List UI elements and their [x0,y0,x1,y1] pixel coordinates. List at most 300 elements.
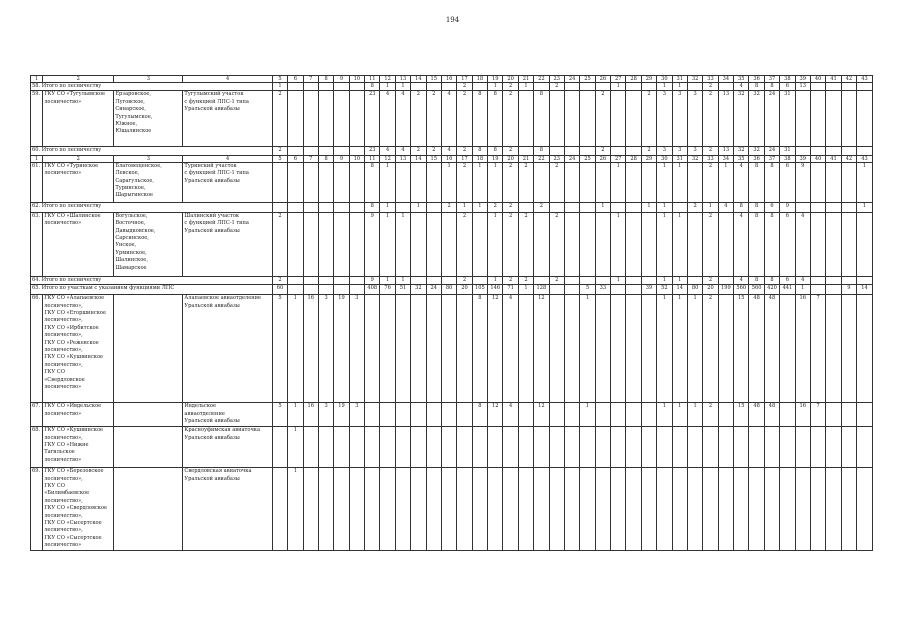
table-cell [272,202,287,212]
table-cell: 7 [810,403,825,427]
table-cell: 32 [749,91,764,147]
table-cell [349,468,364,550]
table-cell [841,202,856,212]
column-header: 33 [703,155,718,162]
table-cell [595,162,610,202]
table-cell [795,147,810,155]
table-cell: 2 [518,212,533,276]
column-header: 13 [395,155,410,162]
table-cell [318,285,333,295]
table-cell [534,427,549,468]
table-cell: 1 [380,162,395,202]
table-cell [826,91,841,147]
table-cell [657,468,672,550]
table-cell: 1 [672,83,687,91]
table-cell [318,212,333,276]
table-cell [826,276,841,284]
table-cell [365,295,380,403]
table-cell [641,276,656,284]
table-cell: 1 [288,468,303,550]
table-cell: 6 [764,202,779,212]
table-cell: 441 [780,285,795,295]
table-cell [657,427,672,468]
column-header: 30 [657,76,672,83]
table-cell: 1 [580,295,595,403]
table-row [31,403,873,427]
table-cell: 1 [611,162,626,202]
table-cell [841,147,856,155]
table-cell: 1 [380,202,395,212]
table-row [31,276,873,284]
table-cell: 1 [288,403,303,427]
table-cell [718,276,733,284]
table-cell: 48 [764,403,779,427]
table-cell [611,403,626,427]
table-cell: 48 [749,295,764,403]
table-cell [718,212,733,276]
column-header: 19 [488,155,503,162]
table-cell: 1 [488,212,503,276]
table-cell [318,468,333,550]
row-number: 69. [31,468,43,550]
table-cell: 13 [795,83,810,91]
table-cell [395,295,410,403]
table-cell: 4 [795,212,810,276]
table-cell: 1 [611,83,626,91]
column-header: 32 [687,76,702,83]
column-header: 5 [272,76,287,83]
table-cell [687,162,702,202]
table-cell: 2 [411,91,426,147]
table-cell: 3 [349,295,364,403]
table-cell: 6 [780,162,795,202]
table-cell: 1 [395,276,410,284]
table-cell [365,427,380,468]
column-header: 13 [395,76,410,83]
table-row [31,76,873,83]
table-cell: 1 [857,162,873,202]
table-cell: 5 [272,403,287,427]
table-row [31,285,873,295]
table-cell [549,91,564,147]
table-cell [672,468,687,550]
forestry-name: ГКУ СО «Березовское лесничество», ГКУ СО «Билимбаевское лесничество», ГКУ СО «Свердловское лесничество», ГКУ СО «Сысертское лесничество», ГКУ СО «Сысертское лесничество» [43,468,114,550]
table-cell [349,276,364,284]
table-cell [334,285,349,295]
page-number: 194 [445,16,460,24]
table-cell [365,403,380,427]
table-cell [426,468,441,550]
table-cell [826,295,841,403]
table-cell: 1 [472,162,487,202]
table-cell [272,427,287,468]
table-cell: 2 [457,162,472,202]
column-header: 12 [380,155,395,162]
table-cell: 4 [441,91,456,147]
table-cell: 1 [380,83,395,91]
column-header: 35 [734,155,749,162]
row-label: 62. Итого по лесничеству [31,202,273,212]
table-cell [841,91,856,147]
column-header: 24 [564,155,579,162]
column-header: 14 [411,76,426,83]
table-cell: 105 [472,285,487,295]
column-header: 15 [426,155,441,162]
table-cell [595,212,610,276]
table-cell: 2 [503,83,518,91]
table-cell [503,427,518,468]
district-list [114,295,183,403]
table-cell [580,202,595,212]
table-cell: 2 [549,162,564,202]
row-number: 61. [31,162,43,202]
table-cell: 2 [549,212,564,276]
table-cell: 51 [395,285,410,295]
table-cell [626,285,641,295]
row-label: 65. Итого по участкам с указанием функциями ЛПС [31,285,273,295]
table-cell [349,427,364,468]
table-cell [826,427,841,468]
table-cell [318,276,333,284]
table-cell: 1 [672,212,687,276]
table-cell [857,212,873,276]
table-row [31,147,873,155]
table-cell: 2 [703,276,718,284]
airbase-unit: Ивдельское авиаотделение Уральской авиабазы [183,403,272,427]
table-cell [795,468,810,550]
table-cell: 1 [657,295,672,403]
table-cell [826,212,841,276]
column-header: 16 [441,155,456,162]
row-number: 59. [31,91,43,147]
column-header: 21 [518,155,533,162]
table-cell [580,83,595,91]
table-cell: 76 [380,285,395,295]
table-cell: 9 [841,285,856,295]
table-cell [564,83,579,91]
table-cell [672,427,687,468]
table-cell [810,427,825,468]
table-cell: 1 [580,403,595,427]
column-header: 42 [841,155,856,162]
table-cell [810,83,825,91]
table-cell: 1 [457,202,472,212]
table-cell [810,212,825,276]
table-cell [334,427,349,468]
table-cell: 1 [518,83,533,91]
table-cell: 4 [380,91,395,147]
table-cell: 1 [703,202,718,212]
table-cell: 2 [703,91,718,147]
table-cell [411,468,426,550]
table-cell [687,83,702,91]
table-cell [349,202,364,212]
table-cell [826,147,841,155]
column-header: 16 [441,76,456,83]
table-cell [611,147,626,155]
table-cell [534,83,549,91]
column-header: 28 [626,155,641,162]
table-cell: 4 [380,147,395,155]
table-cell: 2 [411,147,426,155]
table-cell: 560 [749,285,764,295]
table-cell: 15 [734,295,749,403]
table-cell [718,427,733,468]
table-row [31,202,873,212]
table-cell: 20 [457,285,472,295]
table-cell [303,285,318,295]
column-header: 22 [534,155,549,162]
table-cell: 3 [657,147,672,155]
table-cell [472,427,487,468]
table-cell [841,427,856,468]
district-list [114,403,183,427]
table-cell [518,295,533,403]
table-cell [564,403,579,427]
forestry-name: ГКУ СО «Ивдельское лесничество» [43,403,114,427]
table-cell [595,403,610,427]
table-cell [395,202,410,212]
table-cell [857,83,873,91]
table-cell [518,468,533,550]
table-cell: 39 [641,285,656,295]
table-cell [795,91,810,147]
table-cell: 8 [764,212,779,276]
table-cell [857,403,873,427]
table-cell [857,295,873,403]
table-cell: 1 [395,83,410,91]
table-row [31,155,873,162]
table-row [31,212,873,276]
table-cell: 16 [795,295,810,403]
table-cell: 2 [534,202,549,212]
district-list: Ерзаровское, Луговское, Синарское, Тугулымское, Южное, Юшалинское [114,91,183,147]
table-cell [641,162,656,202]
table-cell [734,468,749,550]
table-cell: 2 [503,212,518,276]
column-header: 21 [518,76,533,83]
table-cell [472,212,487,276]
table-cell [795,202,810,212]
column-header: 34 [718,76,733,83]
table-cell [534,276,549,284]
table-cell [595,276,610,284]
column-header: 29 [641,76,656,83]
table-cell: 8 [472,295,487,403]
table-cell [518,403,533,427]
table-cell [534,468,549,550]
table-cell: 1 [488,162,503,202]
column-header: 5 [272,155,287,162]
table-cell: 2 [272,91,287,147]
table-cell [288,276,303,284]
table-row [31,83,873,91]
table-cell [810,285,825,295]
column-header: 39 [795,155,810,162]
table-cell: 1 [657,212,672,276]
table-cell: 12 [488,403,503,427]
table-cell [318,202,333,212]
table-cell: 408 [365,285,380,295]
column-header: 18 [472,76,487,83]
table-cell [411,83,426,91]
table-cell: 1 [657,162,672,202]
table-cell: 2 [703,83,718,91]
table-cell [549,403,564,427]
table-cell [411,276,426,284]
table-cell: 16 [795,403,810,427]
table-cell [303,91,318,147]
table-cell [687,468,702,550]
table-cell [272,468,287,550]
table-cell: 4 [503,295,518,403]
table-cell [518,91,533,147]
table-cell [641,295,656,403]
table-cell: 4 [395,147,410,155]
column-header: 11 [365,155,380,162]
row-label: 58. Итого по лесничеству [31,83,273,91]
table-cell [288,212,303,276]
table-cell: 80 [441,285,456,295]
table-cell [426,83,441,91]
table-cell [641,212,656,276]
column-header: 11 [365,76,380,83]
table-cell: 8 [365,83,380,91]
table-cell [334,162,349,202]
table-cell [780,403,795,427]
table-cell [441,427,456,468]
column-header: 19 [488,76,503,83]
table-cell: 2 [457,83,472,91]
table-cell: 2 [549,83,564,91]
column-header: 27 [611,76,626,83]
table-cell: 1 [411,202,426,212]
table-cell [687,427,702,468]
table-cell [303,212,318,276]
table-cell: 8 [472,403,487,427]
table-cell [826,468,841,550]
table-cell: 4 [734,83,749,91]
column-header: 15 [426,76,441,83]
table-cell [641,468,656,550]
table-cell: 1 [672,162,687,202]
table-cell [457,468,472,550]
table-cell [687,212,702,276]
table-cell: 3 [318,295,333,403]
table-cell: 2 [641,147,656,155]
table-cell: 1 [380,212,395,276]
column-header: 27 [611,155,626,162]
table-cell: 2 [272,276,287,284]
table-cell: 2 [549,276,564,284]
table-cell [564,212,579,276]
table-cell: 1 [288,295,303,403]
table-cell [810,147,825,155]
table-cell [395,403,410,427]
table-cell [764,468,779,550]
table-cell [349,83,364,91]
table-cell [857,427,873,468]
table-cell [626,162,641,202]
table-cell: 3 [687,91,702,147]
table-cell: 6 [780,212,795,276]
table-cell: 8 [472,91,487,147]
column-header: 43 [857,155,873,162]
table-cell: 15 [734,403,749,427]
column-header: 14 [411,155,426,162]
table-cell [488,468,503,550]
table-cell [857,276,873,284]
table-cell [334,147,349,155]
table-cell [503,468,518,550]
table-cell [365,468,380,550]
column-header: 33 [703,76,718,83]
table-cell: 199 [718,285,733,295]
table-cell: 2 [503,91,518,147]
table-cell: 1 [488,276,503,284]
table-cell [549,147,564,155]
table-cell: 9 [780,202,795,212]
table-cell: 16 [303,295,318,403]
table-cell [564,147,579,155]
table-cell [795,427,810,468]
table-cell: 4 [795,276,810,284]
table-cell [441,212,456,276]
table-cell [641,427,656,468]
row-number: 67. [31,403,43,427]
table-cell [288,147,303,155]
table-cell: 2 [518,276,533,284]
table-cell [334,202,349,212]
column-header: 18 [472,155,487,162]
table-cell [626,295,641,403]
table-cell: 8 [488,91,503,147]
table-cell [534,162,549,202]
table-cell: 8 [764,83,779,91]
table-cell [303,468,318,550]
table-cell [841,403,856,427]
table-cell: 2 [457,276,472,284]
column-header: 41 [826,76,841,83]
table-cell: 1 [272,83,287,91]
table-cell [349,212,364,276]
table-cell [549,427,564,468]
column-header: 36 [749,155,764,162]
table-cell [810,202,825,212]
table-cell: 2 [457,147,472,155]
table-cell [626,83,641,91]
table-cell: 8 [472,147,487,155]
table-cell [411,162,426,202]
table-cell: 4 [734,276,749,284]
table-cell: 8 [534,91,549,147]
table-cell [626,91,641,147]
table-cell [303,202,318,212]
column-header: 22 [534,76,549,83]
table-cell: 8 [749,212,764,276]
column-header: 30 [657,155,672,162]
table-cell [318,83,333,91]
table-cell: 8 [749,276,764,284]
column-header: 17 [457,76,472,83]
table-cell [288,285,303,295]
table-cell: 6 [780,83,795,91]
table-row [31,295,873,403]
table-cell [611,468,626,550]
table-cell [334,468,349,550]
table-cell [841,212,856,276]
table-cell: 12 [488,295,503,403]
